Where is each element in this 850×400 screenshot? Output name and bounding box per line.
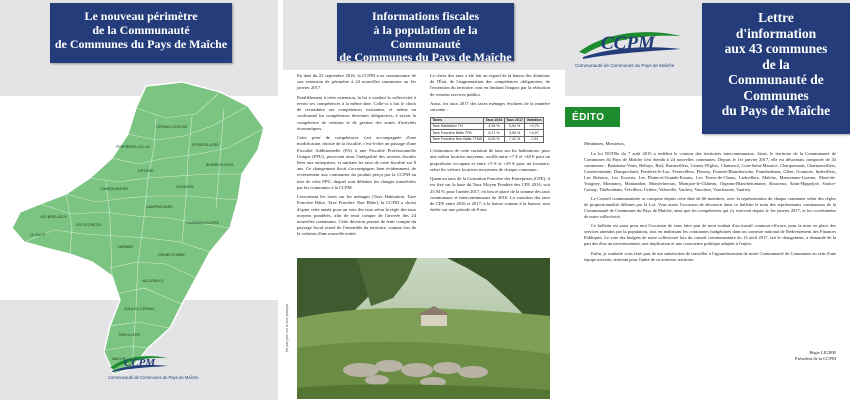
newsletter-title: Lettre d'information aux 43 communes de la Communauté de Communes du Pays de Maîche: [702, 3, 850, 134]
tax-info-column-2: [430, 73, 550, 217]
map-label: CERNAY-L'EGLISE: [156, 125, 188, 129]
svg-text:CCPM: CCPM: [601, 33, 655, 54]
table-cell: +0,70: [525, 123, 544, 129]
map-label: LES ECORCES: [76, 223, 102, 227]
table-header: Taxes: [431, 117, 484, 123]
landscape-photo: [297, 258, 550, 399]
signature: [795, 350, 836, 362]
signature-name: Régis LIGIER: [809, 350, 836, 355]
paragraph: Ce bulletin est aussi pour moi l'occasion de vous faire part de mon souhait d'un travail commun efficace, pour la mise en place des services attendus par la population, tout en maîtrisant les contraintes budgétaires dans un contexte national de Redressement des Finances Publiques. Le vote des budgets de notre collectivité lors du conseil communautaire du 13 avril 2017, fait le changement, a demandé de la part des élus un investissement, une implication et une conscience politique adaptés à l'enjeu.: [584, 223, 836, 247]
table-cell: 8,00 %: [484, 136, 505, 142]
map-label: TREVILLERS: [118, 333, 140, 337]
map-label: FESSEVILLERS: [192, 143, 219, 147]
tax-info-column-1: [297, 73, 416, 241]
table-header: Variation: [526, 117, 542, 122]
paragraph: Cette prise de compétences s'est accompagnée d'une modification choisie de la fiscalité, c'est-à-dire un passage d'une Fiscalité Additionnelle (FA) à une Fiscalité Professionnelle Unique (FPU), percevant ainsi l'intégralité des recettes fiscales liées aux entreprises, et unifiant les taux de cette fiscalité sur 8 ans. Ce changement fiscal s'accompagne, bien évidemment, de reversement aux communes du produit perçu par la CCPM au titre de cette FPU, duquel sont déduites les charges transférées par les communes à la CCPM.: [297, 135, 416, 190]
ccpm-logo-mark: [108, 352, 170, 374]
paragraph: Aussi, les taux 2017 des taxes ménages évoluent de la manière suivante :: [430, 101, 550, 113]
paragraph: La loi NOTRe du 7 août 2015 a redéfini le contour des territoires intercommunaux. Ainsi, le territoire de la Communauté de Communes du Pays de Maîche s'est étendu à 24 nouvelles communes. Depuis le 1er janvier 2017, elle est désormais composée de 43 communes : Battenans-Varin, Belfays, Bief, Burnevillers, Cernay-l'Eglise, Chamesol, Cour-Saint-Maurice, Charquemont, Charmauvillers, Courtefontaine, Damprichard, Ferrières-le-Lac, Fessevillers, Fleurey, Fournet-Blancheroche, Frambouhans, Glère, Goumois, Indevillers, Les Bréseux, Les Ecorces, Les Plains-et-Grands-Essarts, Les Terres-de-Chaux, Liebvillers, Maîche, Mancenans-Lizerne, Mont-de-Vougney, Montancy, Montandon, Montécheroux, Montjoie-le-Château, Orgeans-Blanchefontaine, Rosureux, Saint-Hippolyte, Soulce-Cernay, Thiébouhans, Trévillers, Urtière, Valoreille, Vaufrey, Vaucluse, Vauclusotte, Vaufrey.: [584, 151, 836, 192]
ccpm-logo: [108, 352, 199, 380]
paragraph: En date du 22 septembre 2016, la CCPM a eu connaissance de son extension de périmètre à 24 nouvelles communes au 1er janvier 2017.: [297, 73, 416, 91]
paragraph: L'estimation de cette variation de taux sur les habitations, pour une valeur locative moyenne, oscille entre +7 € et +40 € pour un propriétaire occupant et entre +5 € et +29 € pour un locataire, selon les valeurs locatives moyennes de chaque commune.: [430, 148, 550, 172]
table-cell: 5,17 %: [484, 130, 505, 136]
map-label: BURNEVILLERS: [206, 163, 234, 167]
paragraph: Quant au taux de la Cotisation Foncière des Entreprises (CFE), il est fixé sur la base du Taux Moyen Pondéré des CFE 2016, soit 23.94 % pour l'année 2017, en lieu et place de la somme des taux communaux et intercommunaux de 2016. La variation des taux de CFE entre 2016 et 2017, à la baisse comme à la hausse, sera étalée sur une période de 8 ans.: [430, 176, 550, 213]
map-label: GRAND'COMBE: [158, 253, 185, 257]
perimeter-title: Le nouveau périmètre de la Communauté de Communes du Pays de Maîche: [50, 3, 232, 63]
svg-text:CCPM: CCPM: [124, 357, 156, 369]
map-label: MAICHE: [112, 357, 126, 361]
map-label: URTIÈRE: [138, 169, 154, 173]
map-label: GOUMOIS: [176, 185, 194, 189]
map-label: FERRIÈRES-LE-LAC: [116, 145, 151, 149]
paragraph: Le choix des taux a été fait au regard de la baisse des dotations de l'État, de l'augmentation des compétences obligatoires, de l'extension du territoire, tout en limitant l'impact par la réduction de certains services publics.: [430, 73, 550, 97]
table-header: Taux 2016: [485, 117, 503, 122]
edito-heading: ÉDITO: [565, 107, 620, 127]
left-panel: [0, 0, 278, 400]
map-label: LES BREULEUX: [40, 215, 68, 219]
map-label: NARBIEF: [118, 245, 134, 249]
paragraph: Enfin, je souhaite vous faire part de ma satisfaction de travailler à l'agrandissement de notre Communauté de Communes au sein d'une équipe investie, œuvrant pour l'unité de ce nouveau territoire.: [584, 250, 836, 262]
table-cell: -7,54: [525, 136, 544, 142]
paragraph: Le Conseil communautaire se compose depuis cette date de 66 membres, avec la représentation de chaque commune selon des règles de proportionnalité définies par la Loi. Vous aurez l'occasion de découvrir dans ce bulletin le nom des représentants communaux de la Communauté de Communes du Pays de Maîche, ainsi que les compétences qui s'y exercent depuis le 1er janvier 2017, et les coordonnées de notre collectivité.: [584, 196, 836, 219]
print-note: Ne pas jeter sur la voie publique: [285, 303, 289, 352]
logo-caption: Communauté de Communes du Pays de Maîche: [575, 63, 675, 68]
map-label: LE BIZOT: [30, 233, 46, 237]
map-label: CHARQUEMONT: [100, 187, 129, 191]
signature-title: Président de la CCPM: [795, 356, 836, 362]
paragraph: Parallèlement à cette extension, la loi a conduit la collectivité à revoir ses compétences à la même date. Celle-ci a fait le choix de reconduire ses compétences existantes, et même en conformité les compétences devenues obligatoires, à savoir la compétence de création et de gestion des zones d'activités économiques.: [297, 94, 416, 131]
logo-caption: Communauté de Communes du Pays de Maîche: [108, 375, 199, 380]
ccpm-logo-mark: [575, 26, 685, 62]
map-label: CHARMAUVILLERS: [186, 221, 219, 225]
table-cell: 3,95 %: [504, 130, 525, 136]
map-label: SOULCE-CERNAY: [124, 307, 155, 311]
table-cell: 4,94 %: [484, 123, 505, 129]
table-cell: +0,07: [525, 130, 544, 136]
ccpm-logo: [575, 26, 685, 68]
edito-text: [584, 141, 836, 266]
map-territory: [12, 82, 264, 374]
table-cell: 5,94 %: [504, 123, 525, 129]
paragraph: Concernant les taxes sur les ménages (Taxe Habitation, Taxe Foncière Bâtie, Taxe Foncière Non Bâtie), la CCPM a choisi d'opter cette année pour un vote des taux selon la règle des taux moyens pondérés, afin de tenir compte de l'arrivée des 24 nouvelles communes. Cette décision permet de tenir compte du paysage fiscal actuel de l'ensemble du territoire, comme lors de la création d'une nouvelle entité.: [297, 194, 416, 237]
territory-map: [6, 78, 272, 378]
right-panel: [565, 0, 850, 400]
tax-rates-table: [430, 117, 544, 144]
map-label: DAMPRICHARD: [146, 205, 173, 209]
tax-info-title: Informations fiscales à la population de la Communauté de Communes du Pays de Maîche: [337, 3, 514, 61]
middle-panel: [283, 0, 565, 400]
table-row: [431, 136, 544, 142]
map-label: VALOREILLE: [142, 279, 164, 283]
table-cell: Taxe Foncière Bâtie TFB: [431, 130, 484, 136]
table-header: Taux 2017: [506, 117, 524, 122]
greeting: Mesdames, Messieurs,: [584, 141, 625, 146]
table-cell: 7,42 %: [504, 136, 525, 142]
table-cell: Taxe Habitation TH: [431, 123, 484, 129]
table-cell: Taxe Foncière Non Bâtie TFNB: [432, 137, 482, 142]
